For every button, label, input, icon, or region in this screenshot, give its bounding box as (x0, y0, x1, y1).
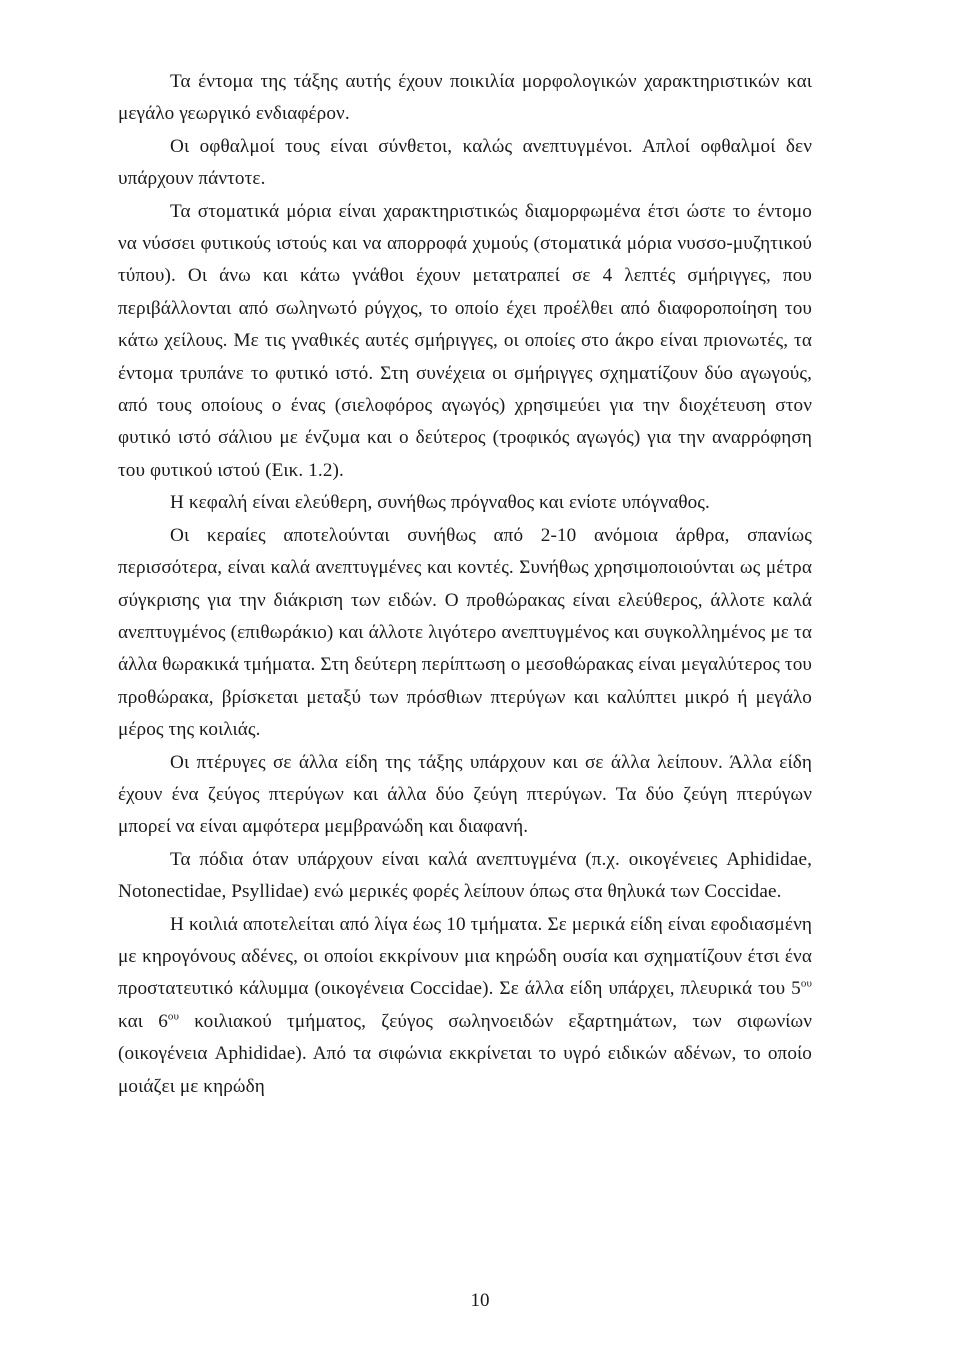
paragraph-head: Η κεφαλή είναι ελεύθερη, συνήθως πρόγναθος και ενίοτε υπόγναθος. (170, 492, 710, 514)
paragraph-abdomen (118, 909, 812, 1103)
superscript-5th: ου (800, 977, 812, 990)
paragraph-mouthparts: Τα στοματικά μόρια είναι χαρακτηριστικώς διαμορφωμένα έτσι ώστε το έντομο να νύσσει φυτικούς ιστούς και να απορροφά χυμούς (στοματικά μόρια νυσσο-μυζητικού τύπου). Οι άνω και κάτω γνάθοι έχουν μετατραπεί σε 4 λεπτές σμήριγγες, που περιβάλλονται από σωληνωτό ρύγχος, το οποίο έχει προέλθει από διαφοροποίηση του κάτω χείλους. Με τις γναθικές αυτές σμήριγγες, οι οποίες στο άκρο είναι πριονωτές, τα έντομα τρυπάνε το φυτικό ιστό. Στη συνέχεια οι σμήριγγες σχηματίζουν δύο αγωγούς, από τους οποίους ο ένας (σιελοφόρος αγωγός) χρησιμεύει για την διοχέτευση στον φυτικό ιστό σάλιου με ένζυμα και ο δεύτερος (τροφικός αγωγός) για την αναρρόφηση του φυτικού ιστού (Εικ. 1.2). (118, 200, 812, 481)
abdomen-text-part1: Η κοιλιά αποτελείται από λίγα έως 10 τμήματα. Σε μερικά είδη είναι εφοδιασμένη με κηρογόνους αδένες, οι οποίοι εκκρίνουν μια κηρώδη ουσία και σχηματίζουν έτσι ένα προστατευτικό κάλυμμα (οικογένεια Coccidae). Σε άλλα είδη υπάρχει, πλευρικά του 5 (118, 913, 812, 1000)
paragraph-eyes: Οι οφθαλμοί τους είναι σύνθετοι, καλώς ανεπτυγμένοι. Απλοί οφθαλμοί δεν υπάρχουν πάντοτε. (118, 135, 812, 190)
paragraph-order-intro: Τα έντομα της τάξης αυτής έχουν ποικιλία μορφολογικών χαρακτηριστικών και μεγάλο γεωργικό ενδιαφέρον. (118, 71, 812, 125)
page-body (118, 66, 812, 1103)
abdomen-text-part2: και 6 (118, 1010, 168, 1032)
paragraph-legs: Τα πόδια όταν υπάρχουν είναι καλά ανεπτυγμένα (π.χ. οικογένειες Aphididae, Notonectidae, Psyllidae) ενώ μερικές φορές λείπουν όπως στα θηλυκά των Coccidae. (118, 848, 812, 903)
abdomen-text-part3: κοιλιακού τμήματος, ζεύγος σωληνοειδών εξαρτημάτων, των σιφωνίων (οικογένεια Aphididae). Από τα σιφώνια εκκρίνεται το υγρό ειδικών αδένων, το οποίο μοιάζει με κηρώδη (118, 1010, 812, 1097)
paragraph-wings: Οι πτέρυγες σε άλλα είδη της τάξης υπάρχουν και σε άλλα λείπουν. Άλλα είδη έχουν ένα ζεύγος πτερύγων και άλλα δύο ζεύγη πτερύγων. Τα δύο ζεύγη πτερύγων μπορεί να είναι αμφότερα μεμβρανώδη και διαφανή. (118, 751, 812, 838)
page-number: 10 (470, 1290, 490, 1311)
superscript-6th: ου (167, 1010, 180, 1023)
paragraph-antennae-thorax: Οι κεραίες αποτελούνται συνήθως από 2-10 ανόμοια άρθρα, σπανίως περισσότερα, είναι καλά ανεπτυγμένες και κοντές. Συνήθως χρησιμοποιούνται ως μέτρα σύγκρισης για την διάκριση των ειδών. Ο προθώρακας είναι ελεύθερος, άλλοτε καλά ανεπτυγμένος (επιθωράκιο) και άλλοτε λιγότερο ανεπτυγμένος και συγκολλημένος με τα άλλα θωρακικά τμήματα. Στη δεύτερη περίπτωση ο μεσοθώρακας είναι μεγαλύτερος του προθώρακα, βρίσκεται μεταξύ των πρόσθιων πτερύγων και καλύπτει μικρό ή μεγάλο μέρος της κοιλιάς. (118, 524, 812, 741)
